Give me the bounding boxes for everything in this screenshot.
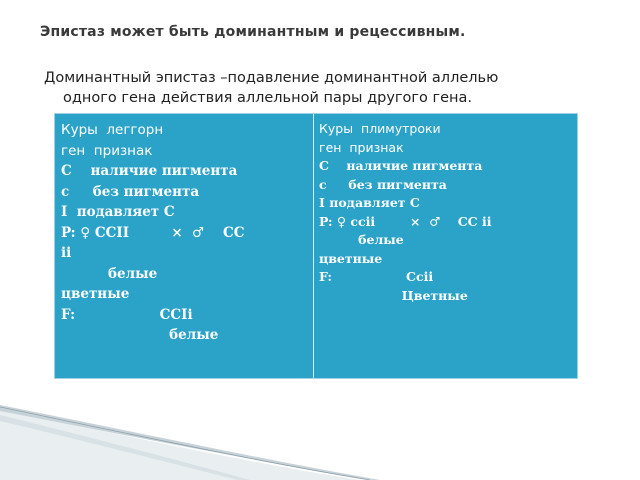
decorative-swoosh (0, 395, 640, 480)
plymouth-line-8: F: Ссii (319, 269, 434, 284)
leghorn-line-10: белые (61, 327, 219, 343)
leghorn-line-6: ii (61, 245, 72, 261)
leghorn-line-0: Куры леггорн (61, 122, 164, 138)
plymouth-line-1: ген признак (319, 139, 404, 155)
leghorn-line-8: цветные (61, 286, 130, 302)
plymouth-line-9: Цветные (319, 287, 468, 303)
leghorn-line-7: белые (61, 265, 158, 282)
leghorn-line-5: P: ♀ ССII × ♂ СС (61, 224, 245, 241)
plymouth-line-5: P: ♀ ссii × ♂ СС ii (319, 213, 492, 229)
column-divider (313, 114, 314, 378)
leghorn-line-9: F: ССIi (61, 306, 193, 323)
plymouth-line-0: Куры плимутроки (319, 121, 441, 136)
leghorn-line-1: ген признак (61, 142, 153, 159)
intro-line-1: Доминантный эпистаз –подавление доминантной аллелью (44, 70, 499, 86)
comparison-table (54, 113, 578, 379)
intro-paragraph (44, 68, 604, 108)
intro-line-2: одного гена действия аллельной пары другого гена. (63, 90, 473, 106)
plymouth-line-4: I подавляет С (319, 195, 420, 210)
plymouth-line-3: с без пигмента (319, 176, 447, 192)
plymouth-line-2: С наличие пигмента (319, 158, 483, 173)
leghorn-column (61, 120, 309, 346)
plymouth-line-7: цветные (319, 250, 383, 266)
leghorn-line-2: С наличие пигмента (61, 163, 238, 179)
leghorn-line-4: I подавляет С (61, 204, 175, 220)
leghorn-line-3: с без пигмента (61, 183, 200, 200)
plymouth-rock-column (319, 120, 571, 305)
plymouth-line-6: белые (319, 232, 404, 247)
slide-title: Эпистаз может быть доминантным и рецессивным. (40, 24, 466, 40)
